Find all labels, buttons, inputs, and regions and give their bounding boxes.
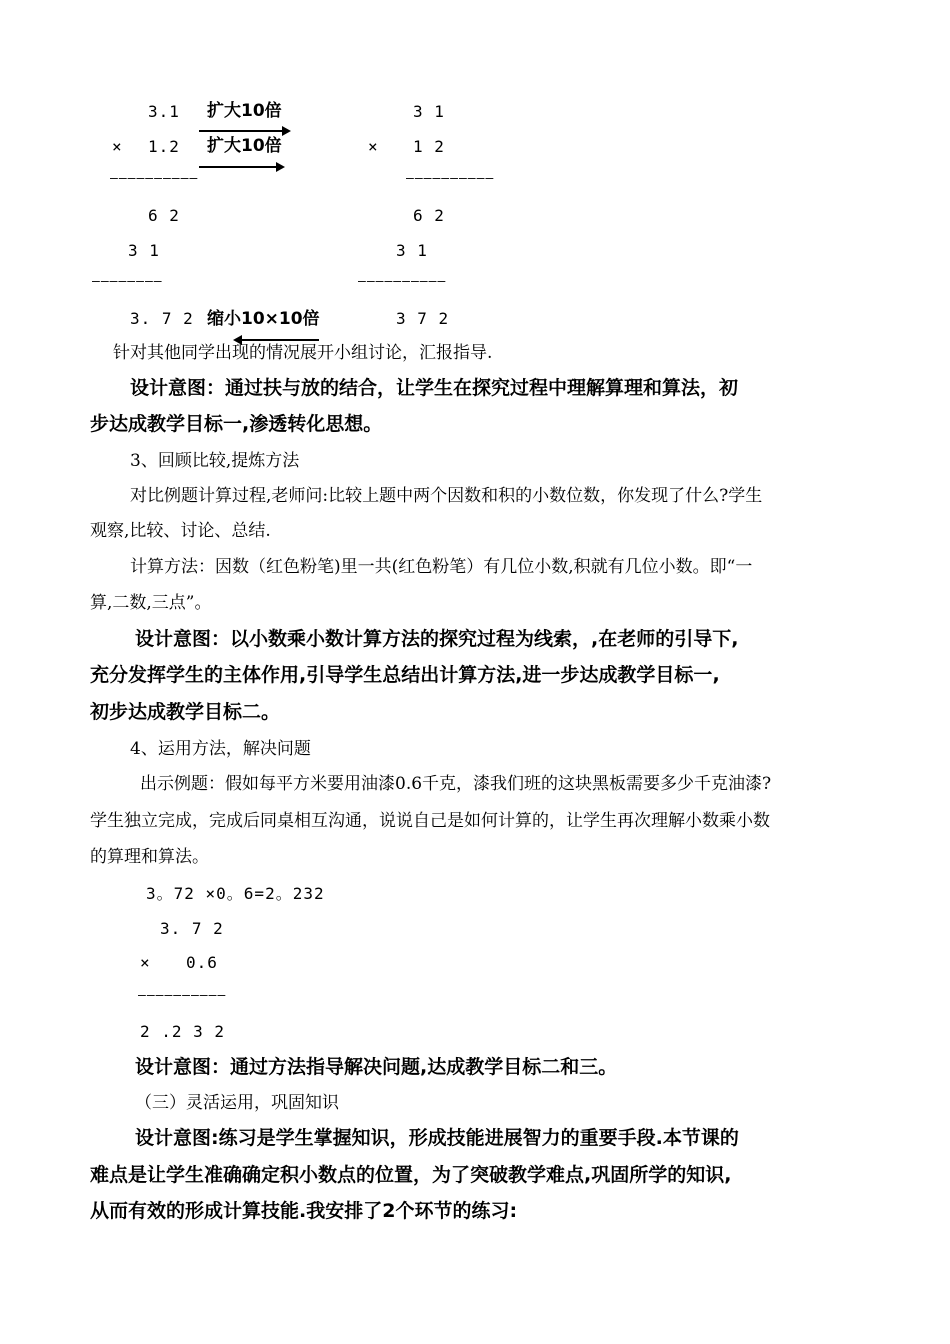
- design-intent-1: 设计意图：通过扶与放的结合，让学生在探究过程中理解算理和算法，初: [130, 377, 739, 399]
- shrink-label: 缩小10×10倍: [207, 309, 320, 329]
- discuss-paragraph: 针对其他同学出现的情况展开小组讨论，汇报指导.: [113, 343, 493, 363]
- step4-text: 出示例题：假如每平方米要用油漆0.6千克，漆我们班的这块黑板需要多少千克油漆?: [140, 774, 772, 794]
- times-sign: ×: [112, 137, 123, 156]
- times-sign: ×: [140, 953, 151, 972]
- right-result: 3 7 2: [396, 309, 450, 328]
- step3-heading: 3、回顾比较,提炼方法: [130, 451, 300, 471]
- step4-text-cont: 学生独立完成，完成后同桌相互沟通，说说自己是如何计算的，让学生再次理解小数乘小数: [90, 811, 770, 831]
- method-text-cont: 算,二数,三点”。: [90, 593, 212, 613]
- step3-text-cont: 观察,比较、讨论、总结.: [90, 521, 271, 541]
- design-intent-4-cont: 难点是让学生准确确定积小数点的位置，为了突破教学难点,巩固所学的知识,: [90, 1164, 732, 1186]
- step3-text: 对比例题计算过程,老师问:比较上题中两个因数和积的小数位数，你发现了什么?学生: [130, 486, 763, 506]
- expand-label-1: 扩大10倍: [207, 101, 282, 121]
- right-rule: ——————————: [406, 171, 495, 186]
- left-rule: ——————————: [110, 171, 199, 186]
- design-intent-3: 设计意图：通过方法指导解决问题,达成教学目标二和三。: [135, 1056, 618, 1078]
- design-intent-2-end: 初步达成教学目标二。: [90, 701, 281, 723]
- right-factor-a: 3 1: [413, 102, 445, 121]
- left-factor-a: 3.1: [148, 102, 180, 121]
- step4-heading: 4、运用方法，解决问题: [130, 739, 311, 759]
- method-text: 计算方法：因数（红色粉笔)里一共(红色粉笔）有几位小数,积就有几位小数。即“一: [130, 557, 753, 577]
- equation: 3。72 ×0。6=2。232: [146, 884, 325, 903]
- design-intent-2-cont: 充分发挥学生的主体作用,引导学生总结出计算方法,进一步达成教学目标一,: [90, 664, 720, 686]
- design-intent-4: 设计意图:练习是学生掌握知识，形成技能进展智力的重要手段.本节课的: [135, 1127, 739, 1149]
- left-partial-2: 3 1: [128, 241, 160, 260]
- times-sign: ×: [368, 137, 379, 156]
- right-factor-b: 1 2: [413, 137, 445, 156]
- design-intent-4-end: 从而有效的形成计算技能.我安排了2个环节的练习:: [90, 1200, 518, 1222]
- calc2-factor-a: 3. 7 2: [160, 919, 224, 938]
- calc2-rule: ——————————: [138, 988, 227, 1003]
- left-result: 3. 7 2: [130, 309, 194, 328]
- expand-label-2: 扩大10倍: [207, 136, 282, 156]
- right-partial-2: 3 1: [396, 241, 428, 260]
- right-rule-2: ——————————: [358, 274, 447, 289]
- left-partial-1: 6 2: [148, 206, 180, 225]
- right-arrow-icon: [199, 166, 283, 168]
- design-intent-1-cont: 步达成教学目标一,渗透转化思想。: [90, 413, 383, 435]
- calc2-result: 2 .2 3 2: [140, 1022, 226, 1041]
- right-arrow-icon: [199, 130, 289, 132]
- design-intent-2: 设计意图：以小数乘小数计算方法的探究过程为线索，,在老师的引导下,: [135, 628, 739, 650]
- step4-text-end: 的算理和算法。: [90, 847, 209, 867]
- right-partial-1: 6 2: [413, 206, 445, 225]
- section3-heading: （三）灵活运用，巩固知识: [135, 1093, 339, 1113]
- left-arrow-icon: [235, 339, 319, 341]
- calc2-factor-b: 0.6: [186, 953, 218, 972]
- left-factor-b: 1.2: [148, 137, 180, 156]
- left-rule-2: ————————: [92, 274, 163, 289]
